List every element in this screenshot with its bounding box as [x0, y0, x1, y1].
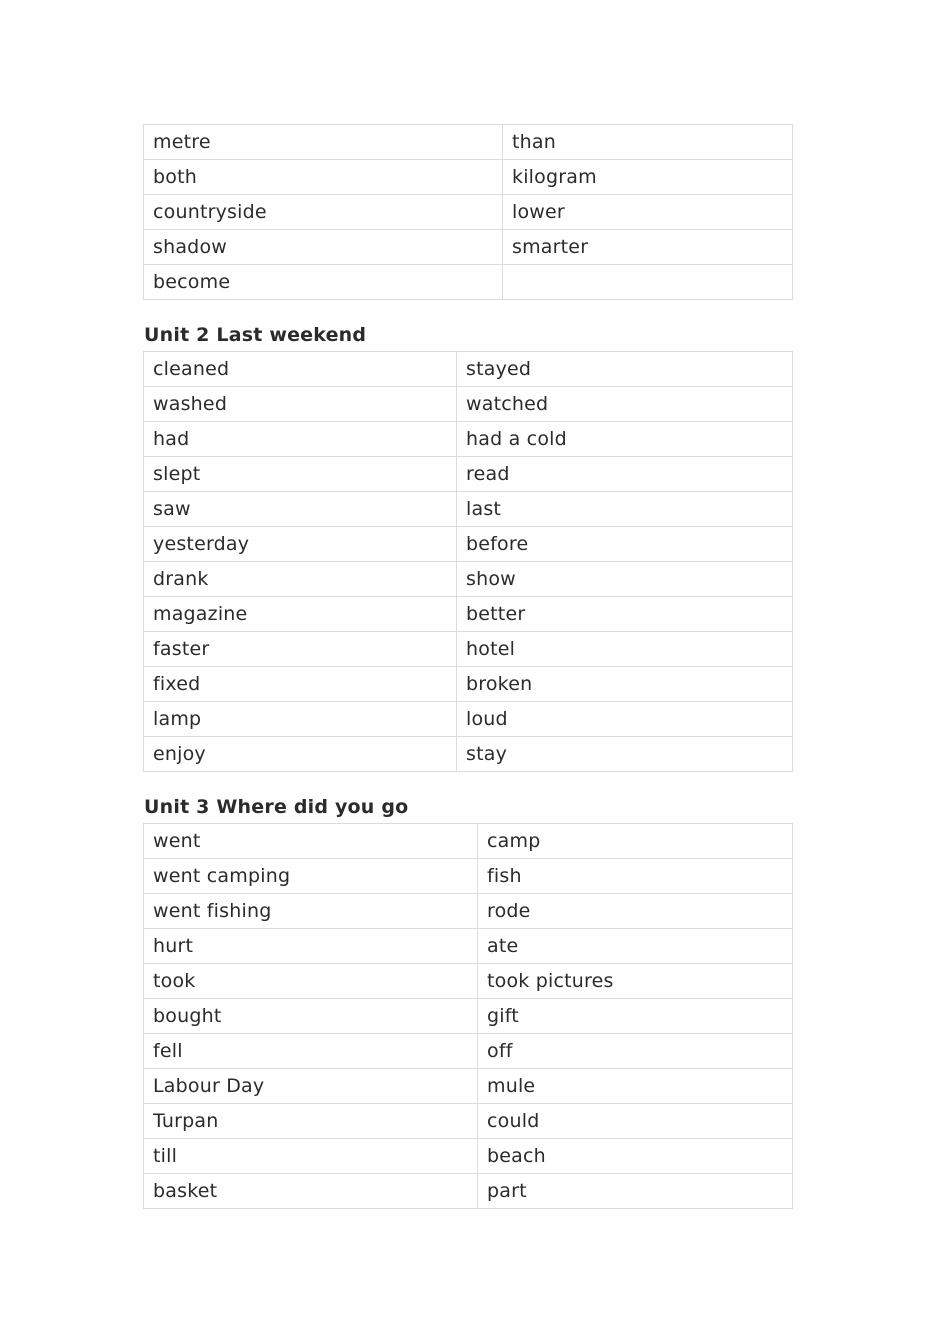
table-row — [144, 1174, 793, 1209]
table-row — [144, 125, 793, 160]
vocab-word: till — [144, 1139, 478, 1174]
table-row — [144, 1139, 793, 1174]
table-row — [144, 387, 793, 422]
vocab-word: stay — [457, 737, 793, 772]
vocab-word: smarter — [503, 230, 793, 265]
table-row — [144, 702, 793, 737]
vocab-word: Turpan — [144, 1104, 478, 1139]
vocab-word: Labour Day — [144, 1069, 478, 1104]
table-row — [144, 562, 793, 597]
vocab-word: cleaned — [144, 352, 457, 387]
vocab-word: yesterday — [144, 527, 457, 562]
vocab-word: fixed — [144, 667, 457, 702]
table-row — [144, 1104, 793, 1139]
vocab-word: read — [457, 457, 793, 492]
table-row — [144, 597, 793, 632]
vocab-word: magazine — [144, 597, 457, 632]
vocab-word: faster — [144, 632, 457, 667]
vocab-word: part — [478, 1174, 793, 1209]
table-row — [144, 859, 793, 894]
table-row — [144, 492, 793, 527]
unit-2-vocab-table — [143, 351, 793, 772]
vocab-word: watched — [457, 387, 793, 422]
vocab-word: before — [457, 527, 793, 562]
vocab-word — [503, 265, 793, 300]
vocab-word: went — [144, 824, 478, 859]
vocab-word: metre — [144, 125, 503, 160]
vocab-word: broken — [457, 667, 793, 702]
vocab-word: stayed — [457, 352, 793, 387]
table-row — [144, 632, 793, 667]
vocab-word: both — [144, 160, 503, 195]
vocab-word: drank — [144, 562, 457, 597]
unit-3-heading: Unit 3 Where did you go — [144, 796, 409, 818]
table-row — [144, 160, 793, 195]
vocab-word: gift — [478, 999, 793, 1034]
unit-2-heading: Unit 2 Last weekend — [144, 324, 367, 346]
table-row — [144, 352, 793, 387]
vocab-word: went fishing — [144, 894, 478, 929]
vocab-word: show — [457, 562, 793, 597]
table-row — [144, 265, 793, 300]
table-row — [144, 999, 793, 1034]
document-page — [143, 124, 792, 1209]
vocab-word: better — [457, 597, 793, 632]
vocab-word: ate — [478, 929, 793, 964]
vocab-word: slept — [144, 457, 457, 492]
table-row — [144, 929, 793, 964]
vocab-word: took — [144, 964, 478, 999]
vocab-word: camp — [478, 824, 793, 859]
vocab-word: could — [478, 1104, 793, 1139]
vocab-table-continued — [143, 124, 793, 300]
vocab-word: had — [144, 422, 457, 457]
vocab-word: enjoy — [144, 737, 457, 772]
table-row — [144, 667, 793, 702]
vocab-word: kilogram — [503, 160, 793, 195]
table-row — [144, 1069, 793, 1104]
table-row — [144, 894, 793, 929]
vocab-word: basket — [144, 1174, 478, 1209]
table-row — [144, 527, 793, 562]
table-row — [144, 824, 793, 859]
vocab-word: last — [457, 492, 793, 527]
vocab-word: had a cold — [457, 422, 793, 457]
vocab-word: lower — [503, 195, 793, 230]
vocab-word: saw — [144, 492, 457, 527]
table-row — [144, 964, 793, 999]
vocab-word: hurt — [144, 929, 478, 964]
table-row — [144, 230, 793, 265]
vocab-word: went camping — [144, 859, 478, 894]
vocab-word: fell — [144, 1034, 478, 1069]
vocab-word: hotel — [457, 632, 793, 667]
vocab-word: lamp — [144, 702, 457, 737]
table-row — [144, 195, 793, 230]
table-row — [144, 422, 793, 457]
table-row — [144, 1034, 793, 1069]
vocab-word: loud — [457, 702, 793, 737]
vocab-word: fish — [478, 859, 793, 894]
vocab-word: shadow — [144, 230, 503, 265]
vocab-word: become — [144, 265, 503, 300]
vocab-word: rode — [478, 894, 793, 929]
unit-3-vocab-table — [143, 823, 793, 1209]
vocab-word: washed — [144, 387, 457, 422]
table-row — [144, 737, 793, 772]
vocab-word: bought — [144, 999, 478, 1034]
vocab-word: beach — [478, 1139, 793, 1174]
vocab-word: took pictures — [478, 964, 793, 999]
table-row — [144, 457, 793, 492]
vocab-word: mule — [478, 1069, 793, 1104]
vocab-word: off — [478, 1034, 793, 1069]
vocab-word: than — [503, 125, 793, 160]
vocab-word: countryside — [144, 195, 503, 230]
